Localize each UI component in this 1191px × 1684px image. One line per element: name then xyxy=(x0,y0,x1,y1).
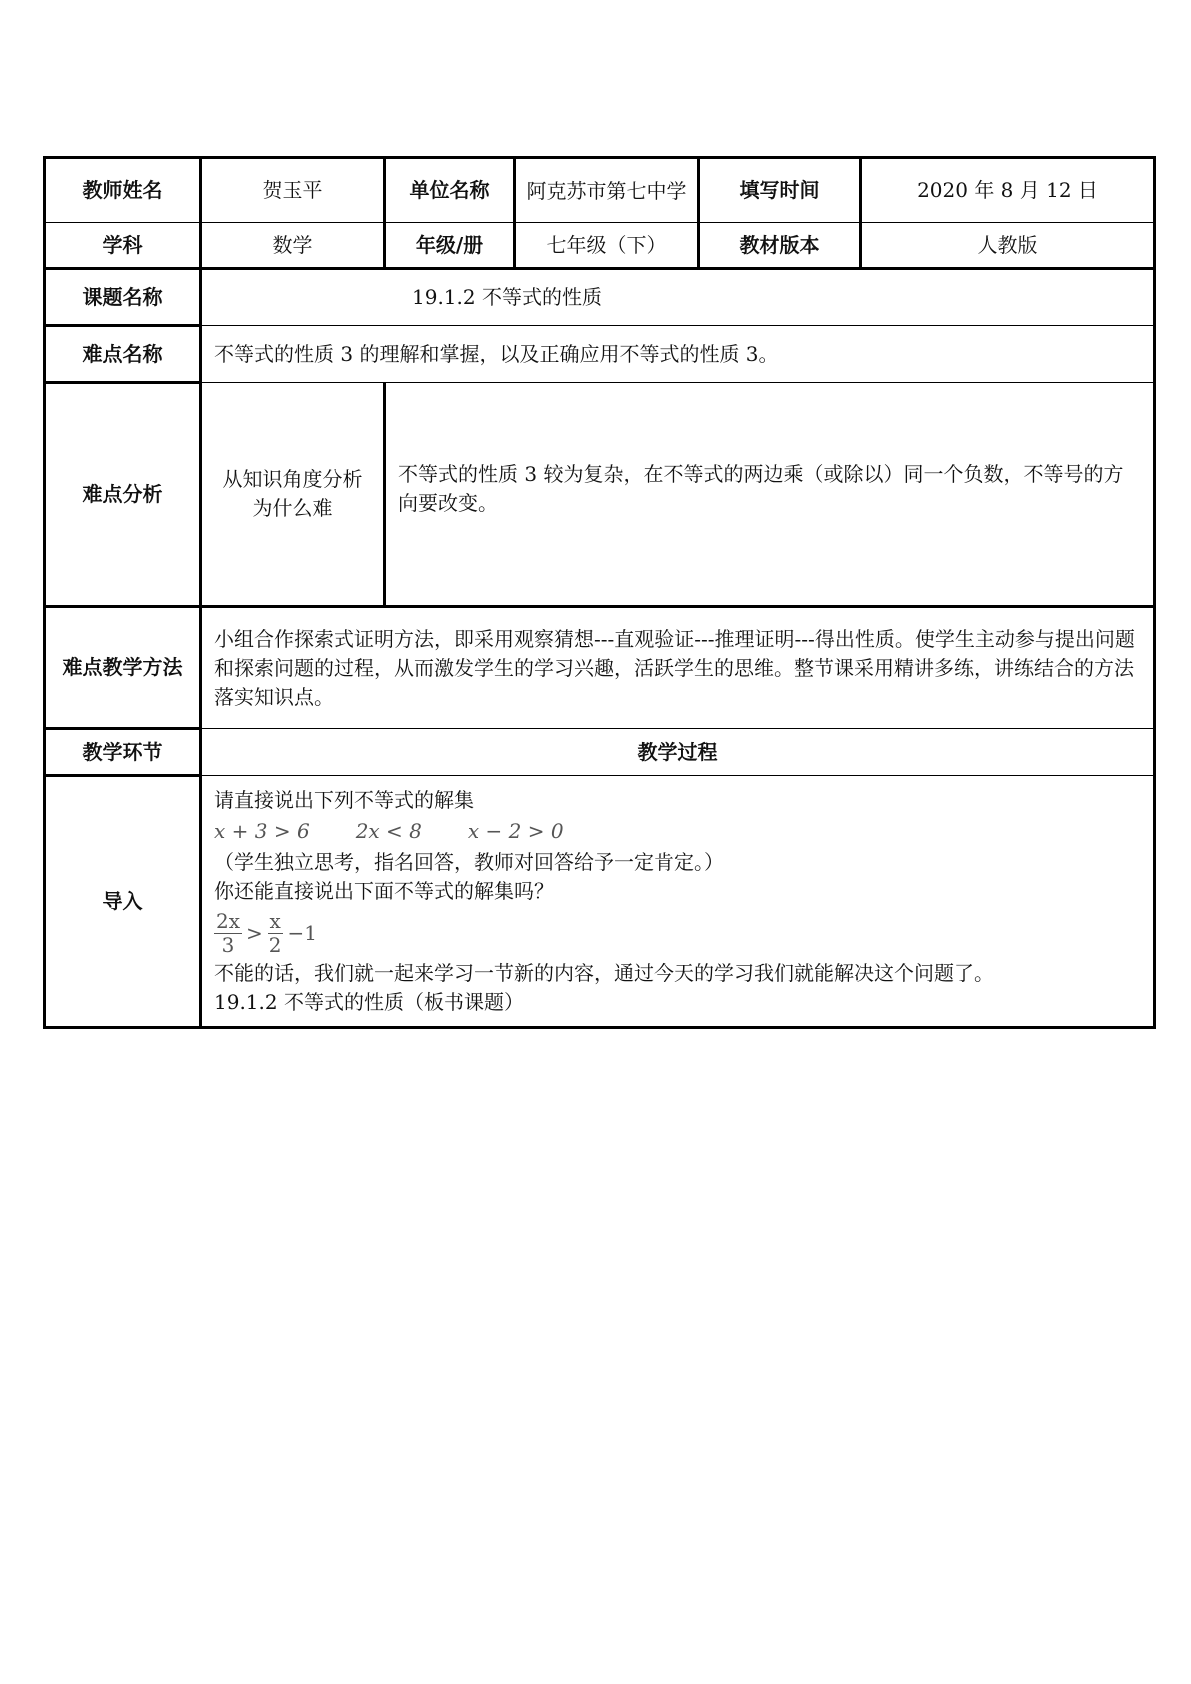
fraction-operator: > xyxy=(246,920,263,945)
row-topic xyxy=(45,269,1155,326)
grade-label: 年级/册 xyxy=(385,223,515,269)
method-value: 小组合作探索式证明方法，即采用观察猜想---直观验证---推理证明---得出性质。使学生主动参与提出问题和探索问题的过程，从而激发学生的学习兴趣，活跃学生的思维。整节课采用精讲多练，讲练结合的方法落实知识点。 xyxy=(201,607,1155,729)
fraction-left-numerator: 2x xyxy=(216,908,241,933)
stage-header: 教学环节 xyxy=(45,729,201,776)
intro-line-1: 请直接说出下列不等式的解集 xyxy=(214,787,474,812)
row-intro xyxy=(45,776,1155,1028)
intro-line-2: （学生独立思考，指名回答，教师对回答给予一定肯定。） xyxy=(214,849,724,874)
analysis-value: 不等式的性质 3 较为复杂，在不等式的两边乘（或除以）同一个负数，不等号的方向要改变。 xyxy=(385,383,1155,607)
row-teacher xyxy=(45,158,1155,223)
subject-label: 学科 xyxy=(45,223,201,269)
intro-line-4: 不能的话，我们就一起来学习一节新的内容，通过今天的学习我们就能解决这个问题了。 xyxy=(214,960,994,985)
method-label: 难点教学方法 xyxy=(45,607,201,729)
row-analysis xyxy=(45,383,1155,607)
fraction-inequality xyxy=(214,910,1141,957)
topic-value: 19.1.2 不等式的性质 xyxy=(201,269,1155,326)
fraction-left xyxy=(214,910,242,957)
fraction-right-denominator: 2 xyxy=(268,932,282,957)
grade-value: 七年级（下） xyxy=(515,223,699,269)
lesson-plan-table xyxy=(43,156,1156,1029)
intro-label: 导入 xyxy=(45,776,201,1028)
difficulty-value: 不等式的性质 3 的理解和掌握，以及正确应用不等式的性质 3。 xyxy=(201,326,1155,383)
fraction-tail: −1 xyxy=(287,920,317,945)
edition-value: 人教版 xyxy=(861,223,1155,269)
process-header: 教学过程 xyxy=(201,729,1155,776)
unit-name-label: 单位名称 xyxy=(385,158,515,223)
fraction-right xyxy=(267,910,284,957)
row-process-header xyxy=(45,729,1155,776)
intro-content xyxy=(201,776,1155,1028)
intro-line-3: 你还能直接说出下面不等式的解集吗？ xyxy=(214,878,554,903)
analysis-label: 难点分析 xyxy=(45,383,201,607)
analysis-sublabel: 从知识角度分析为什么难 xyxy=(201,383,385,607)
inequality-3: x − 2 > 0 xyxy=(467,818,564,843)
fill-date-value: 2020 年 8 月 12 日 xyxy=(861,158,1155,223)
intro-line-5: 19.1.2 不等式的性质（板书课题） xyxy=(214,989,524,1014)
fraction-right-numerator: x xyxy=(269,908,281,933)
edition-label: 教材版本 xyxy=(699,223,861,269)
row-method xyxy=(45,607,1155,729)
subject-value: 数学 xyxy=(201,223,385,269)
row-difficulty xyxy=(45,326,1155,383)
topic-label: 课题名称 xyxy=(45,269,201,326)
inequality-1: x + 3 > 6 xyxy=(214,818,310,843)
unit-name-value: 阿克苏市第七中学 xyxy=(515,158,699,223)
inequality-list xyxy=(214,817,1141,846)
teacher-name-label: 教师姓名 xyxy=(45,158,201,223)
fill-date-label: 填写时间 xyxy=(699,158,861,223)
fraction-left-denominator: 3 xyxy=(221,932,235,957)
difficulty-label: 难点名称 xyxy=(45,326,201,383)
teacher-name-value: 贺玉平 xyxy=(201,158,385,223)
lesson-plan-sheet xyxy=(43,156,1153,1029)
row-subject xyxy=(45,223,1155,269)
inequality-2: 2x < 8 xyxy=(355,818,422,843)
